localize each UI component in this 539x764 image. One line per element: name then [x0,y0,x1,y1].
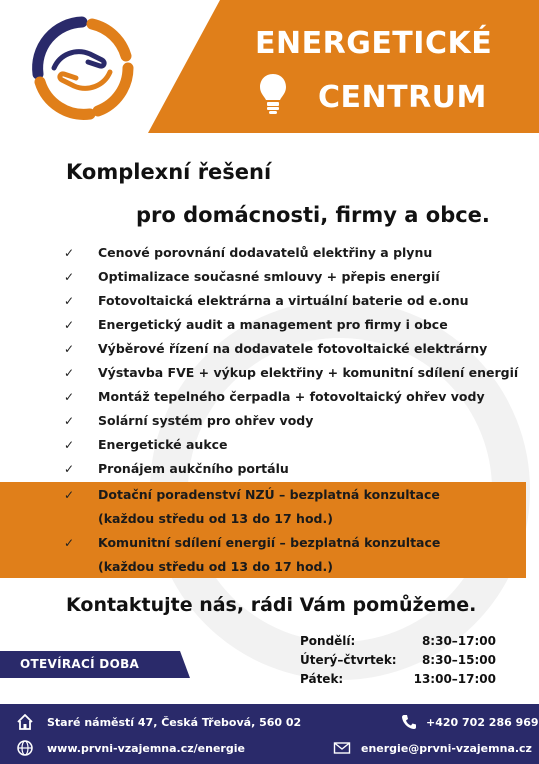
list-item: ✓ Solární systém pro ohřev vody [64,413,314,428]
hours-day: Úterý–čtvrtek: [300,653,397,667]
check-icon: ✓ [64,270,75,284]
check-icon: ✓ [64,366,75,380]
opening-hours-label: OTEVÍRACÍ DOBA [20,657,140,671]
highlight-item: ✓ Dotační poradenství NZÚ – bezplatná konzultace (každou středu od 13 do 17 hod.) [64,487,440,526]
phone-link[interactable]: +420 702 286 969 [426,716,539,729]
title-line2: CENTRUM [318,80,487,115]
hours-day: Pondělí: [300,634,356,648]
footer [0,704,539,764]
check-icon: ✓ [64,438,75,452]
list-item: ✓ Fotovoltaická elektrárna a virtuální baterie od e.onu [64,293,469,308]
list-item: ✓ Výstavba FVE + výkup elektřiny + komunitní sdílení energií [64,365,519,380]
headline-line1: Komplexní řešení [66,160,272,184]
hours-day: Pátek: [300,672,344,686]
check-icon: ✓ [64,342,75,356]
highlight-item: ✓ Komunitní sdílení energií – bezplatná konzultace (každou středu od 13 do 17 hod.) [64,535,441,574]
contact-heading: Kontaktujte nás, rádi Vám pomůžeme. [66,594,477,616]
check-icon: ✓ [64,246,75,260]
check-icon: ✓ [64,318,75,332]
hours-time: 8:30–17:00 [421,634,496,648]
services-list [0,242,539,482]
hours-time: 13:00–17:00 [413,672,496,686]
check-icon: ✓ [64,462,75,476]
website-link[interactable]: www.prvni-vzajemna.cz/energie [47,742,245,755]
title-line1: ENERGETICKÉ [255,26,493,61]
list-item: ✓ Cenové porovnání dodavatelů elektřiny a plynu [64,245,433,260]
email-link[interactable]: energie@prvni-vzajemna.cz [361,742,532,755]
list-item: ✓ Montáž tepelného čerpadla + fotovoltaický ohřev vody [64,389,485,404]
list-item: ✓ Optimalizace současné smlouvy + přepis energií [64,269,440,284]
check-icon: ✓ [64,536,75,550]
check-icon: ✓ [64,390,75,404]
mail-icon [333,739,351,757]
logo-icon [30,16,135,121]
list-item: ✓ Energetické aukce [64,437,228,452]
phone-icon [400,713,418,731]
address-text: Staré náměstí 47, Česká Třebová, 560 02 [47,716,302,729]
check-icon: ✓ [64,294,75,308]
hours-time: 8:30–15:00 [421,653,496,667]
list-item: ✓ Pronájem aukčního portálu [64,461,289,476]
globe-icon [16,739,34,757]
check-icon: ✓ [64,414,75,428]
list-item: ✓ Energetický audit a management pro firmy i obce [64,317,448,332]
highlight-block [0,482,526,578]
list-item: ✓ Výběrové řízení na dodavatele fotovoltaické elektrárny [64,341,488,356]
check-icon: ✓ [64,488,75,502]
lightbulb-icon [258,72,288,116]
home-icon [16,713,34,731]
headline-line2: pro domácnosti, firmy a obce. [136,203,490,227]
